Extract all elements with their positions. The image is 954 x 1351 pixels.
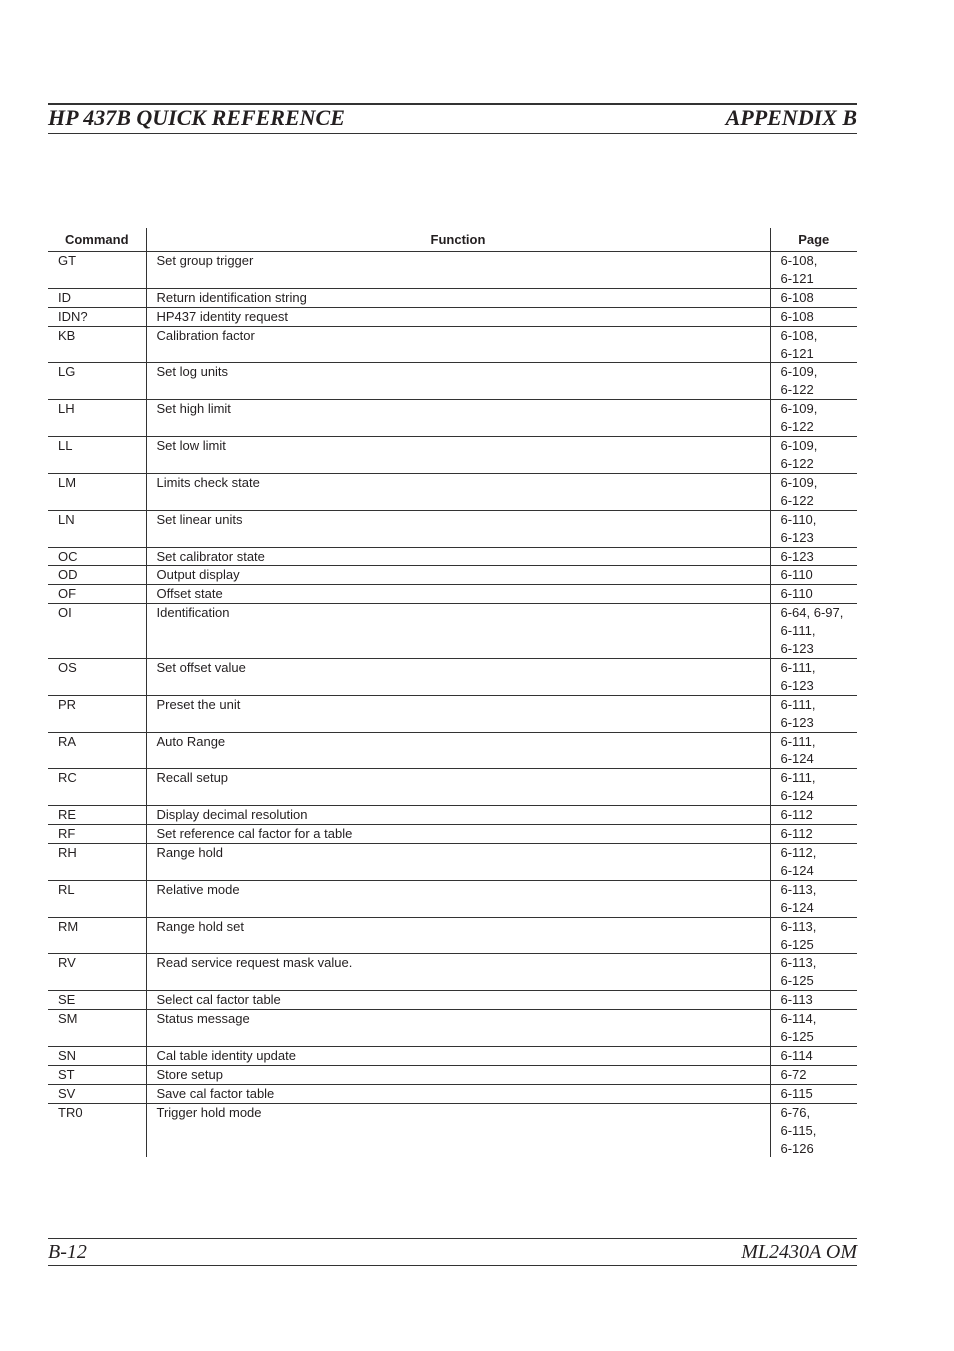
command-cell: RF: [48, 825, 146, 844]
page-cell: 6-108, 6-121: [770, 252, 857, 289]
command-cell: RE: [48, 806, 146, 825]
command-cell: ST: [48, 1065, 146, 1084]
function-cell: Range hold: [146, 844, 770, 881]
page-title: HP 437B QUICK REFERENCE: [48, 105, 345, 130]
footer-rule-top: [48, 1238, 857, 1239]
command-cell: RL: [48, 880, 146, 917]
page-cell: 6-110: [770, 585, 857, 604]
table-row: [48, 326, 857, 363]
function-cell: Select cal factor table: [146, 991, 770, 1010]
function-cell: Save cal factor table: [146, 1084, 770, 1103]
table-row: [48, 1065, 857, 1084]
function-cell: Set group trigger: [146, 252, 770, 289]
function-cell: Calibration factor: [146, 326, 770, 363]
table-row: [48, 437, 857, 474]
function-cell: Set high limit: [146, 400, 770, 437]
function-cell: Output display: [146, 566, 770, 585]
page-cell: 6-113, 6-125: [770, 954, 857, 991]
function-cell: Offset state: [146, 585, 770, 604]
function-cell: Set offset value: [146, 658, 770, 695]
command-cell: SV: [48, 1084, 146, 1103]
command-cell: OC: [48, 547, 146, 566]
function-cell: Set linear units: [146, 510, 770, 547]
function-cell: Set low limit: [146, 437, 770, 474]
command-cell: GT: [48, 252, 146, 289]
command-cell: LM: [48, 473, 146, 510]
table-row: [48, 288, 857, 307]
table-header: [48, 228, 857, 252]
function-cell: Return identification string: [146, 288, 770, 307]
function-cell: Range hold set: [146, 917, 770, 954]
command-table-body: [48, 252, 857, 1158]
table-row: [48, 806, 857, 825]
command-cell: OS: [48, 658, 146, 695]
command-cell: RC: [48, 769, 146, 806]
header-rule-bottom: [48, 133, 857, 134]
function-cell: Recall setup: [146, 769, 770, 806]
table-row: [48, 473, 857, 510]
command-cell: OI: [48, 604, 146, 659]
table-header-row: [48, 228, 857, 252]
column-header-page: Page: [770, 228, 857, 252]
page-cell: 6-112: [770, 806, 857, 825]
command-cell: TR0: [48, 1103, 146, 1157]
command-cell: SN: [48, 1046, 146, 1065]
command-cell: PR: [48, 695, 146, 732]
page-cell: 6-112, 6-124: [770, 844, 857, 881]
function-cell: Identification: [146, 604, 770, 659]
page-cell: 6-72: [770, 1065, 857, 1084]
command-cell: LN: [48, 510, 146, 547]
column-header-function: Function: [146, 228, 770, 252]
command-cell: IDN?: [48, 307, 146, 326]
table-row: [48, 917, 857, 954]
page-cell: 6-109, 6-122: [770, 400, 857, 437]
page-cell: 6-123: [770, 547, 857, 566]
table-row: [48, 991, 857, 1010]
page-cell: 6-114: [770, 1046, 857, 1065]
page-cell: 6-114, 6-125: [770, 1010, 857, 1047]
command-cell: LH: [48, 400, 146, 437]
page-cell: 6-110: [770, 566, 857, 585]
table-row: [48, 695, 857, 732]
table-row: [48, 1046, 857, 1065]
page-cell: 6-113, 6-125: [770, 917, 857, 954]
table-row: [48, 1010, 857, 1047]
table-row: [48, 510, 857, 547]
function-cell: Status message: [146, 1010, 770, 1047]
page-cell: 6-64, 6-97, 6-111, 6-123: [770, 604, 857, 659]
table-row: [48, 1084, 857, 1103]
column-header-command: Command: [48, 228, 146, 252]
table-row: [48, 880, 857, 917]
table-row: [48, 658, 857, 695]
page-cell: 6-111, 6-123: [770, 695, 857, 732]
page-cell: 6-110, 6-123: [770, 510, 857, 547]
document-id: ML2430A OM: [741, 1241, 857, 1263]
table-row: [48, 1103, 857, 1157]
command-cell: KB: [48, 326, 146, 363]
table-row: [48, 585, 857, 604]
function-cell: Cal table identity update: [146, 1046, 770, 1065]
table-row: [48, 252, 857, 289]
command-cell: LG: [48, 363, 146, 400]
function-cell: Trigger hold mode: [146, 1103, 770, 1157]
table-row: [48, 547, 857, 566]
function-cell: Preset the unit: [146, 695, 770, 732]
footer-rule-bottom: [48, 1265, 857, 1266]
function-cell: Set calibrator state: [146, 547, 770, 566]
command-cell: SM: [48, 1010, 146, 1047]
function-cell: Relative mode: [146, 880, 770, 917]
table-row: [48, 400, 857, 437]
table-row: [48, 844, 857, 881]
page-cell: 6-113, 6-124: [770, 880, 857, 917]
page-cell: 6-111, 6-123: [770, 658, 857, 695]
command-cell: RM: [48, 917, 146, 954]
function-cell: HP437 identity request: [146, 307, 770, 326]
page-cell: 6-108, 6-121: [770, 326, 857, 363]
command-cell: LL: [48, 437, 146, 474]
table-row: [48, 307, 857, 326]
command-cell: OF: [48, 585, 146, 604]
page-cell: 6-108: [770, 307, 857, 326]
table-row: [48, 825, 857, 844]
table-row: [48, 769, 857, 806]
command-cell: RA: [48, 732, 146, 769]
page-cell: 6-109, 6-122: [770, 473, 857, 510]
function-cell: Read service request mask value.: [146, 954, 770, 991]
page-cell: 6-113: [770, 991, 857, 1010]
page-cell: 6-111, 6-124: [770, 769, 857, 806]
page-cell: 6-109, 6-122: [770, 437, 857, 474]
function-cell: Set reference cal factor for a table: [146, 825, 770, 844]
function-cell: Set log units: [146, 363, 770, 400]
section-title: APPENDIX B: [725, 105, 857, 130]
table-row: [48, 363, 857, 400]
function-cell: Store setup: [146, 1065, 770, 1084]
page-number: B-12: [48, 1241, 87, 1263]
command-cell: RV: [48, 954, 146, 991]
command-cell: ID: [48, 288, 146, 307]
page-cell: 6-112: [770, 825, 857, 844]
function-cell: Auto Range: [146, 732, 770, 769]
table-row: [48, 604, 857, 659]
table-row: [48, 732, 857, 769]
command-cell: OD: [48, 566, 146, 585]
page-cell: 6-111, 6-124: [770, 732, 857, 769]
table-row: [48, 954, 857, 991]
page-cell: 6-109, 6-122: [770, 363, 857, 400]
table-row: [48, 566, 857, 585]
page-cell: 6-115: [770, 1084, 857, 1103]
function-cell: Display decimal resolution: [146, 806, 770, 825]
page-cell: 6-108: [770, 288, 857, 307]
page-cell: 6-76, 6-115, 6-126: [780, 1104, 817, 1156]
command-cell: RH: [48, 844, 146, 881]
command-cell: SE: [48, 991, 146, 1010]
command-reference-table: [48, 228, 857, 1157]
function-cell: Limits check state: [146, 473, 770, 510]
